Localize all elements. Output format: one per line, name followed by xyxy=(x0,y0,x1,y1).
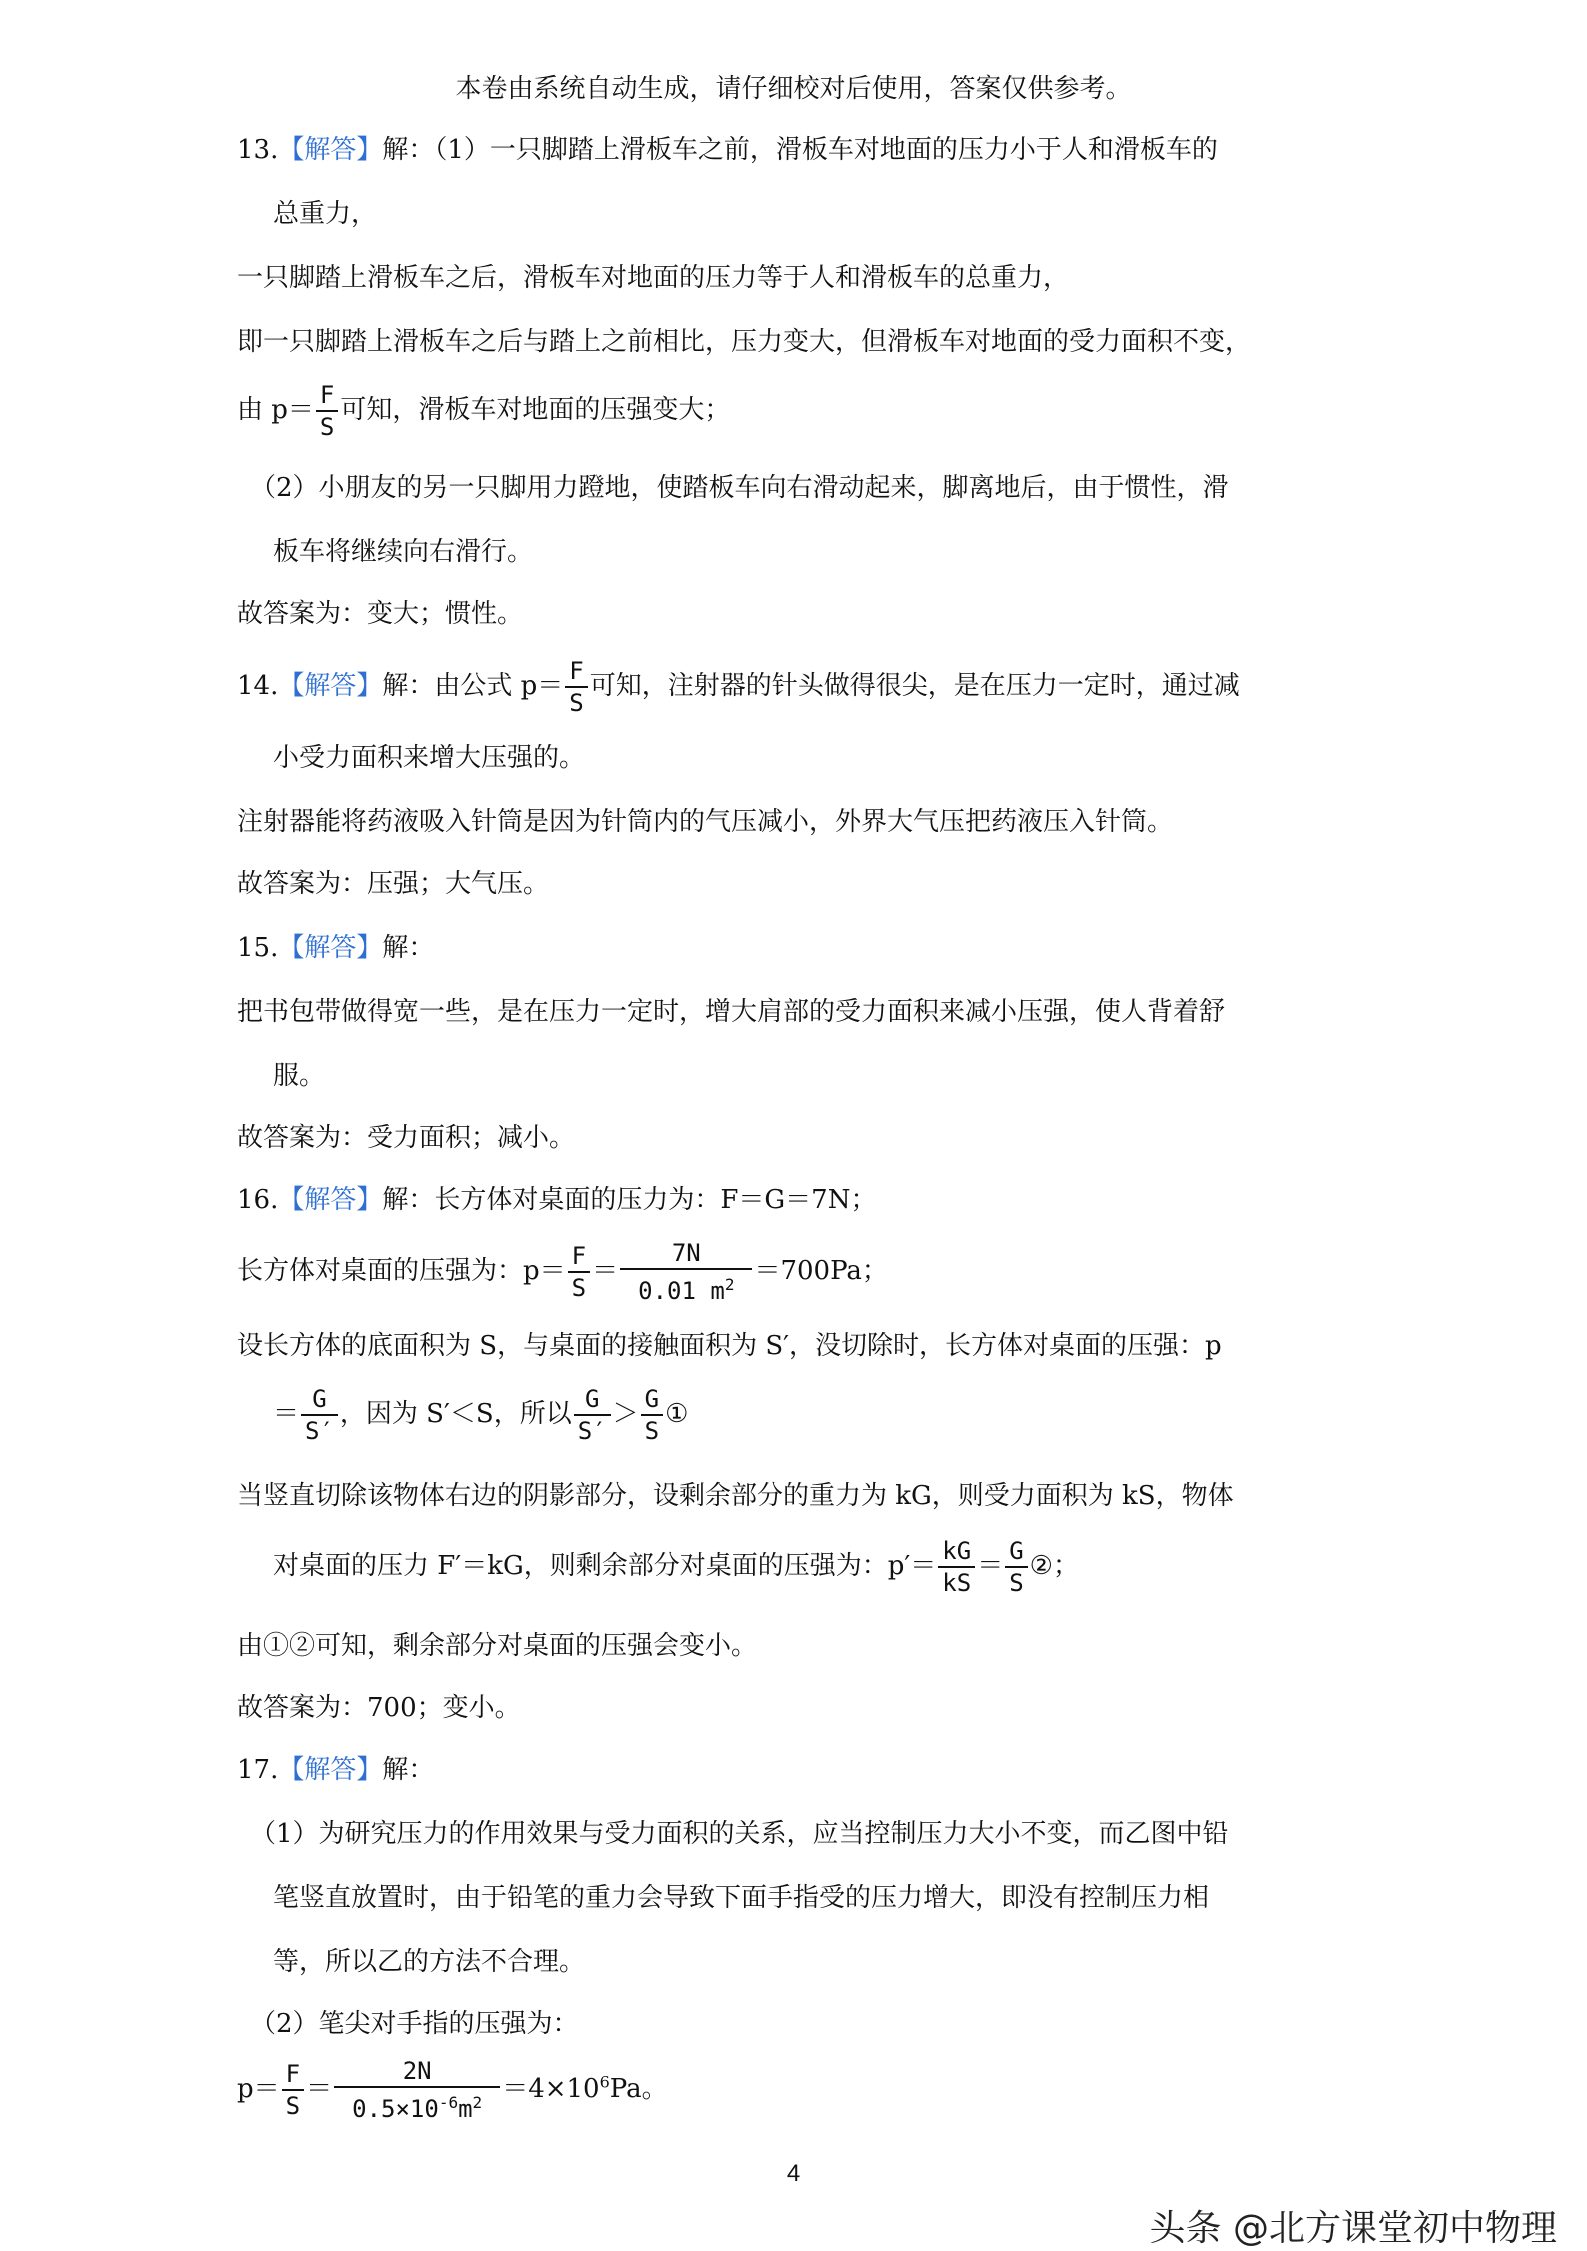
q17-line-5: （2）笔尖对手指的压强为： xyxy=(250,2009,579,2039)
q17-line-2: （1）为研究压力的作用效果与受力面积的关系，应当控制压力大小不变，而乙图中铅 xyxy=(250,1819,1229,1849)
q16-line-3: 设长方体的底面积为 S，与桌面的接触面积为 S′，没切除时，长方体对桌面的压强：p xyxy=(237,1331,1222,1361)
q17-line-4: 等，所以乙的方法不合理。 xyxy=(273,1947,586,1977)
q14-line-3: 注射器能将药液吸入针筒是因为针筒内的气压减小，外界大气压把药液压入针筒。 xyxy=(237,807,1174,837)
page-header: 本卷由系统自动生成，请仔细校对后使用，答案仅供参考。 xyxy=(455,74,1132,104)
fraction-g-over-s-prime: $\frac{G}{S'}$ xyxy=(574,1384,611,1446)
fraction-2n-over-area: $\frac{2N}{0.5\times 10^{-6}m^2}$ xyxy=(334,2056,500,2124)
q13-answer: 故答案为：变大；惯性。 xyxy=(237,599,524,629)
q16-line-4: ＝ $\frac{G}{S'}$ ，因为 S′＜S，所以 $\frac{G}{S'}$ ＞ $\frac{G}{S}$ ① xyxy=(273,1385,689,1445)
q15-line-3: 服。 xyxy=(273,1061,326,1091)
q16-line-5: 当竖直切除该物体右边的阴影部分，设剩余部分的重力为 kG，则受力面积为 kS，物体 xyxy=(237,1481,1234,1511)
fraction-f-over-s: $\frac{F}{S}$ xyxy=(316,380,338,442)
q13-line-3: 一只脚踏上滑板车之后，滑板车对地面的压力等于人和滑板车的总重力， xyxy=(237,263,1070,293)
watermark: 头条 @北方课堂初中物理 xyxy=(1149,2208,1557,2249)
fraction-g-over-s: $\frac{G}{S}$ xyxy=(641,1384,663,1446)
fraction-f-over-s: $\frac{F}{S}$ xyxy=(282,2059,304,2121)
q16-line-1: 16.【解答】解：长方体对桌面的压力为：F＝G＝7N； xyxy=(237,1185,877,1215)
q16-line-2: 长方体对桌面的压强为：p＝ $\frac{F}{S}$ ＝ $\frac{7N}{0.01 m^2}$ ＝700Pa； xyxy=(237,1239,888,1305)
q15-line-2: 把书包带做得宽一些，是在压力一定时，增大肩部的受力面积来减小压强，使人背着舒 xyxy=(237,997,1226,1027)
q14-line-1: 14.【解答】解：由公式 p＝ $\frac{F}{S}$ 可知，注射器的针头做得很尖，是在压力一定时，通过减 xyxy=(237,657,1240,717)
q17-line-6: p＝ $\frac{F}{S}$ ＝ $\frac{2N}{0.5\times 10^{-6}m^2}$ $=4\times 10^6Pa$。 xyxy=(237,2057,668,2123)
q13-line-4: 即一只脚踏上滑板车之后与踏上之前相比，压力变大，但滑板车对地面的受力面积不变， xyxy=(237,327,1252,357)
fraction-g-over-s-prime: $\frac{G}{S'}$ xyxy=(301,1384,338,1446)
fraction-f-over-s: $\frac{F}{S}$ xyxy=(568,1241,590,1303)
q16-line-6: 对桌面的压力 F′＝kG，则剩余部分对桌面的压强为：p′＝ $\frac{kG}{kS}$ ＝ $\frac{G}{S}$ ②； xyxy=(273,1537,1079,1597)
q15-answer: 故答案为：受力面积；减小。 xyxy=(237,1123,576,1153)
fraction-kg-over-ks: $\frac{kG}{kS}$ xyxy=(938,1536,975,1598)
q14-answer: 故答案为：压强；大气压。 xyxy=(237,869,550,899)
q16-line-7: 由①②可知，剩余部分对桌面的压强会变小。 xyxy=(237,1631,758,1661)
q13-line-2: 总重力， xyxy=(273,199,378,229)
q16-answer: 故答案为：700；变小。 xyxy=(237,1693,521,1723)
q13-line-7: 板车将继续向右滑行。 xyxy=(273,537,534,567)
q17-line-1: 17.【解答】解： xyxy=(237,1755,435,1785)
q13-line-5: 由 p＝ $\frac{F}{S}$ 可知，滑板车对地面的压强变大； xyxy=(237,381,731,441)
fraction-g-over-s: $\frac{G}{S}$ xyxy=(1005,1536,1027,1598)
q15-line-1: 15.【解答】解： xyxy=(237,933,435,963)
q13-line-1: 13.【解答】解：（1）一只脚踏上滑板车之前，滑板车对地面的压力小于人和滑板车的 xyxy=(237,135,1218,165)
fraction-f-over-s: $\frac{F}{S}$ xyxy=(565,656,587,718)
page-number: 4 xyxy=(786,2160,801,2187)
q14-line-2: 小受力面积来增大压强的。 xyxy=(273,743,586,773)
fraction-7n-over-area: $\frac{7N}{0.01 m^2}$ xyxy=(620,1238,752,1306)
q13-line-6: （2）小朋友的另一只脚用力蹬地，使踏板车向右滑动起来，脚离地后，由于惯性，滑 xyxy=(250,473,1229,503)
q17-line-3: 笔竖直放置时，由于铅笔的重力会导致下面手指受的压力增大，即没有控制压力相 xyxy=(273,1883,1210,1913)
answer-tag: 【解答】 xyxy=(278,135,383,165)
